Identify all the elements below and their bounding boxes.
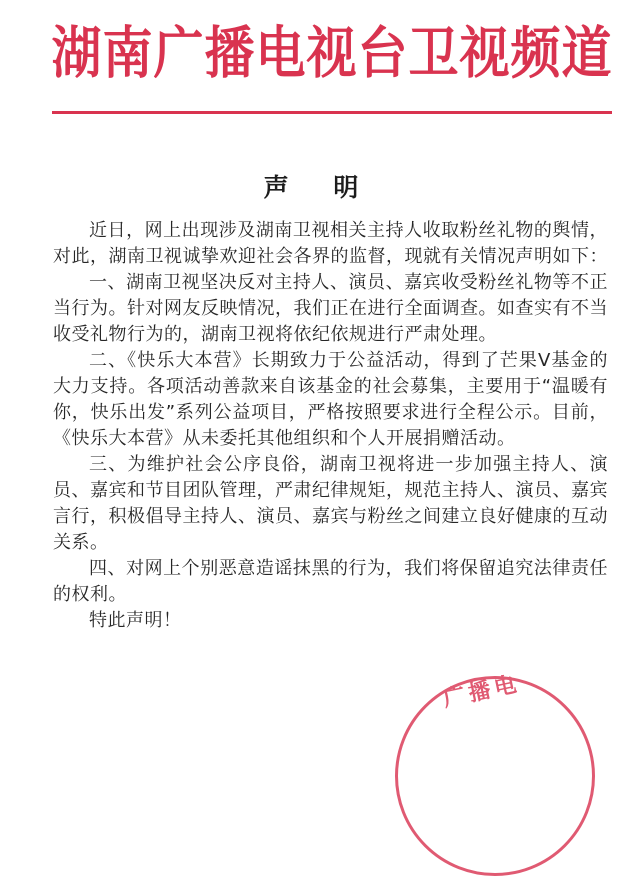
paragraph-closing: 特此声明！ [89, 610, 182, 631]
paragraph-point-1: 一、湖南卫视坚决反对主持人、演员、嘉宾收受粉丝礼物等不正当行为。针对网友反映情况，我们正在进行全面调查。如查实有不当收受礼物行为的，湖南卫视将依纪依规进行严肃处理。 [53, 272, 608, 345]
document-title: 声 明 [263, 173, 377, 202]
official-seal-stamp [395, 676, 595, 876]
letterhead-organization-name: 湖南广播电视台卫视频道 [51, 21, 613, 86]
letterhead-red-rule [52, 111, 612, 114]
official-seal-text: 广播电 [441, 671, 523, 713]
paragraph-point-3: 三、为维护社会公序良俗，湖南卫视将进一步加强主持人、演员、嘉宾和节目团队管理，严肃纪律规矩，规范主持人、演员、嘉宾言行，积极倡导主持人、演员、嘉宾与粉丝之间建立良好健康的互动关系。 [53, 454, 608, 553]
document-body [53, 218, 608, 634]
paragraph-intro: 近日，网上出现涉及湖南卫视相关主持人收取粉丝礼物的舆情，对此，湖南卫视诚挚欢迎社会各界的监督，现就有关情况声明如下： [53, 220, 608, 267]
paragraph-point-4: 四、对网上个别恶意造谣抹黑的行为，我们将保留追究法律责任的权利。 [53, 558, 608, 605]
paragraph-point-2: 二、《快乐大本营》长期致力于公益活动，得到了芒果V基金的大力支持。各项活动善款来自该基金的社会募集，主要用于“温暖有你，快乐出发”系列公益项目，严格按照要求进行全程公示。目前，《快乐大本营》从未委托其他组织和个人开展捐赠活动。 [53, 350, 608, 449]
